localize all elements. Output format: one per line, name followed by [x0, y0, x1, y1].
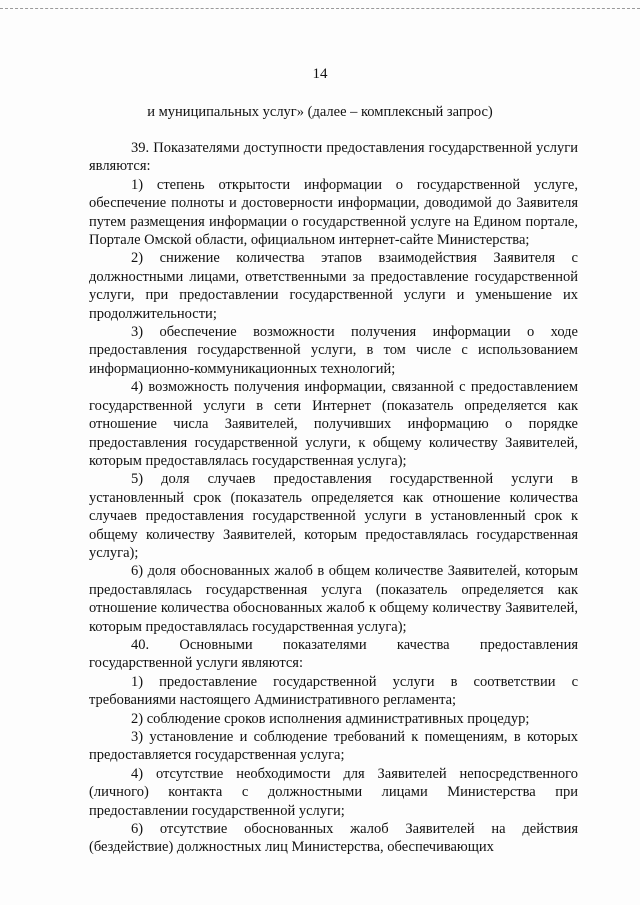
- list-item-39-1: 1) степень открытости информации о государственной услуге, обеспечение полноты и достоверности информации, доводимой до Заявителя путем размещения информации о государственной услуге на Едином портале, Портале Омской области, официальном интернет-сайте Министерства;: [89, 176, 578, 249]
- list-item-40-3: 3) установление и соблюдение требований к помещениям, в которых предоставляется государственная услуга;: [89, 729, 578, 764]
- page-number: 14: [312, 66, 328, 82]
- list-item-40-1: 1) предоставление государственной услуги в соответствии с требованиями настоящего Административного регламента;: [89, 673, 578, 709]
- list-item-40-4: 4) отсутствие необходимости для Заявителей непосредственного (личного) контакта с должностными лицами Министерства при предоставлении государственной услуги;: [89, 765, 578, 819]
- scan-top-edge: [0, 8, 640, 9]
- list-item-40-6: 6) отсутствие обоснованных жалоб Заявителей на действия (бездействие) должностных лиц Министерства, обеспечивающих: [89, 821, 578, 856]
- list-item-39-4: 4) возможность получения информации, связанной с предоставлением государственной услуги в сети Интернет (показатель определяется как отношение числа Заявителей, получивших информацию о порядке предоставления государственной услуги, к общему количеству Заявителей, которым предоставлялась государственная услуга);: [89, 379, 578, 469]
- paragraph-40: 40. Основными показателями качества предоставления государственной услуги являются:: [89, 636, 578, 672]
- list-item-39-5: 5) доля случаев предоставления государственной услуги в установленный срок (показатель определяется как отношение количества случаев предоставления государственной услуги в установленный срок к общему количеству Заявителей, которым предоставлялась государственная услуга);: [89, 471, 578, 561]
- list-item-39-3: 3) обеспечение возможности получения информации о ходе предоставления государственной услуги, в том числе с использованием информационно-коммуникационных технологий;: [89, 324, 578, 377]
- list-item-39-2: 2) снижение количества этапов взаимодействия Заявителя с должностными лицами, ответственными за предоставление государственной услуги, при предоставлении государственной услуги и уменьшение их продолжительности;: [89, 250, 578, 322]
- list-item-39-6: 6) доля обоснованных жалоб в общем количестве Заявителей, которым предоставлялась государственная услуга (показатель определяется как отношение количества обоснованных жалоб к общему количеству Заявителей, которым предоставлялась государственная услуга);: [89, 563, 578, 635]
- document-body: [89, 139, 578, 857]
- list-item-40-2: 2) соблюдение сроков исполнения административных процедур;: [131, 710, 530, 727]
- continuation-line: и муниципальных услуг» (далее – комплексный запрос): [147, 104, 493, 120]
- paragraph-39: 39. Показателями доступности предоставления государственной услуги являются:: [89, 140, 578, 175]
